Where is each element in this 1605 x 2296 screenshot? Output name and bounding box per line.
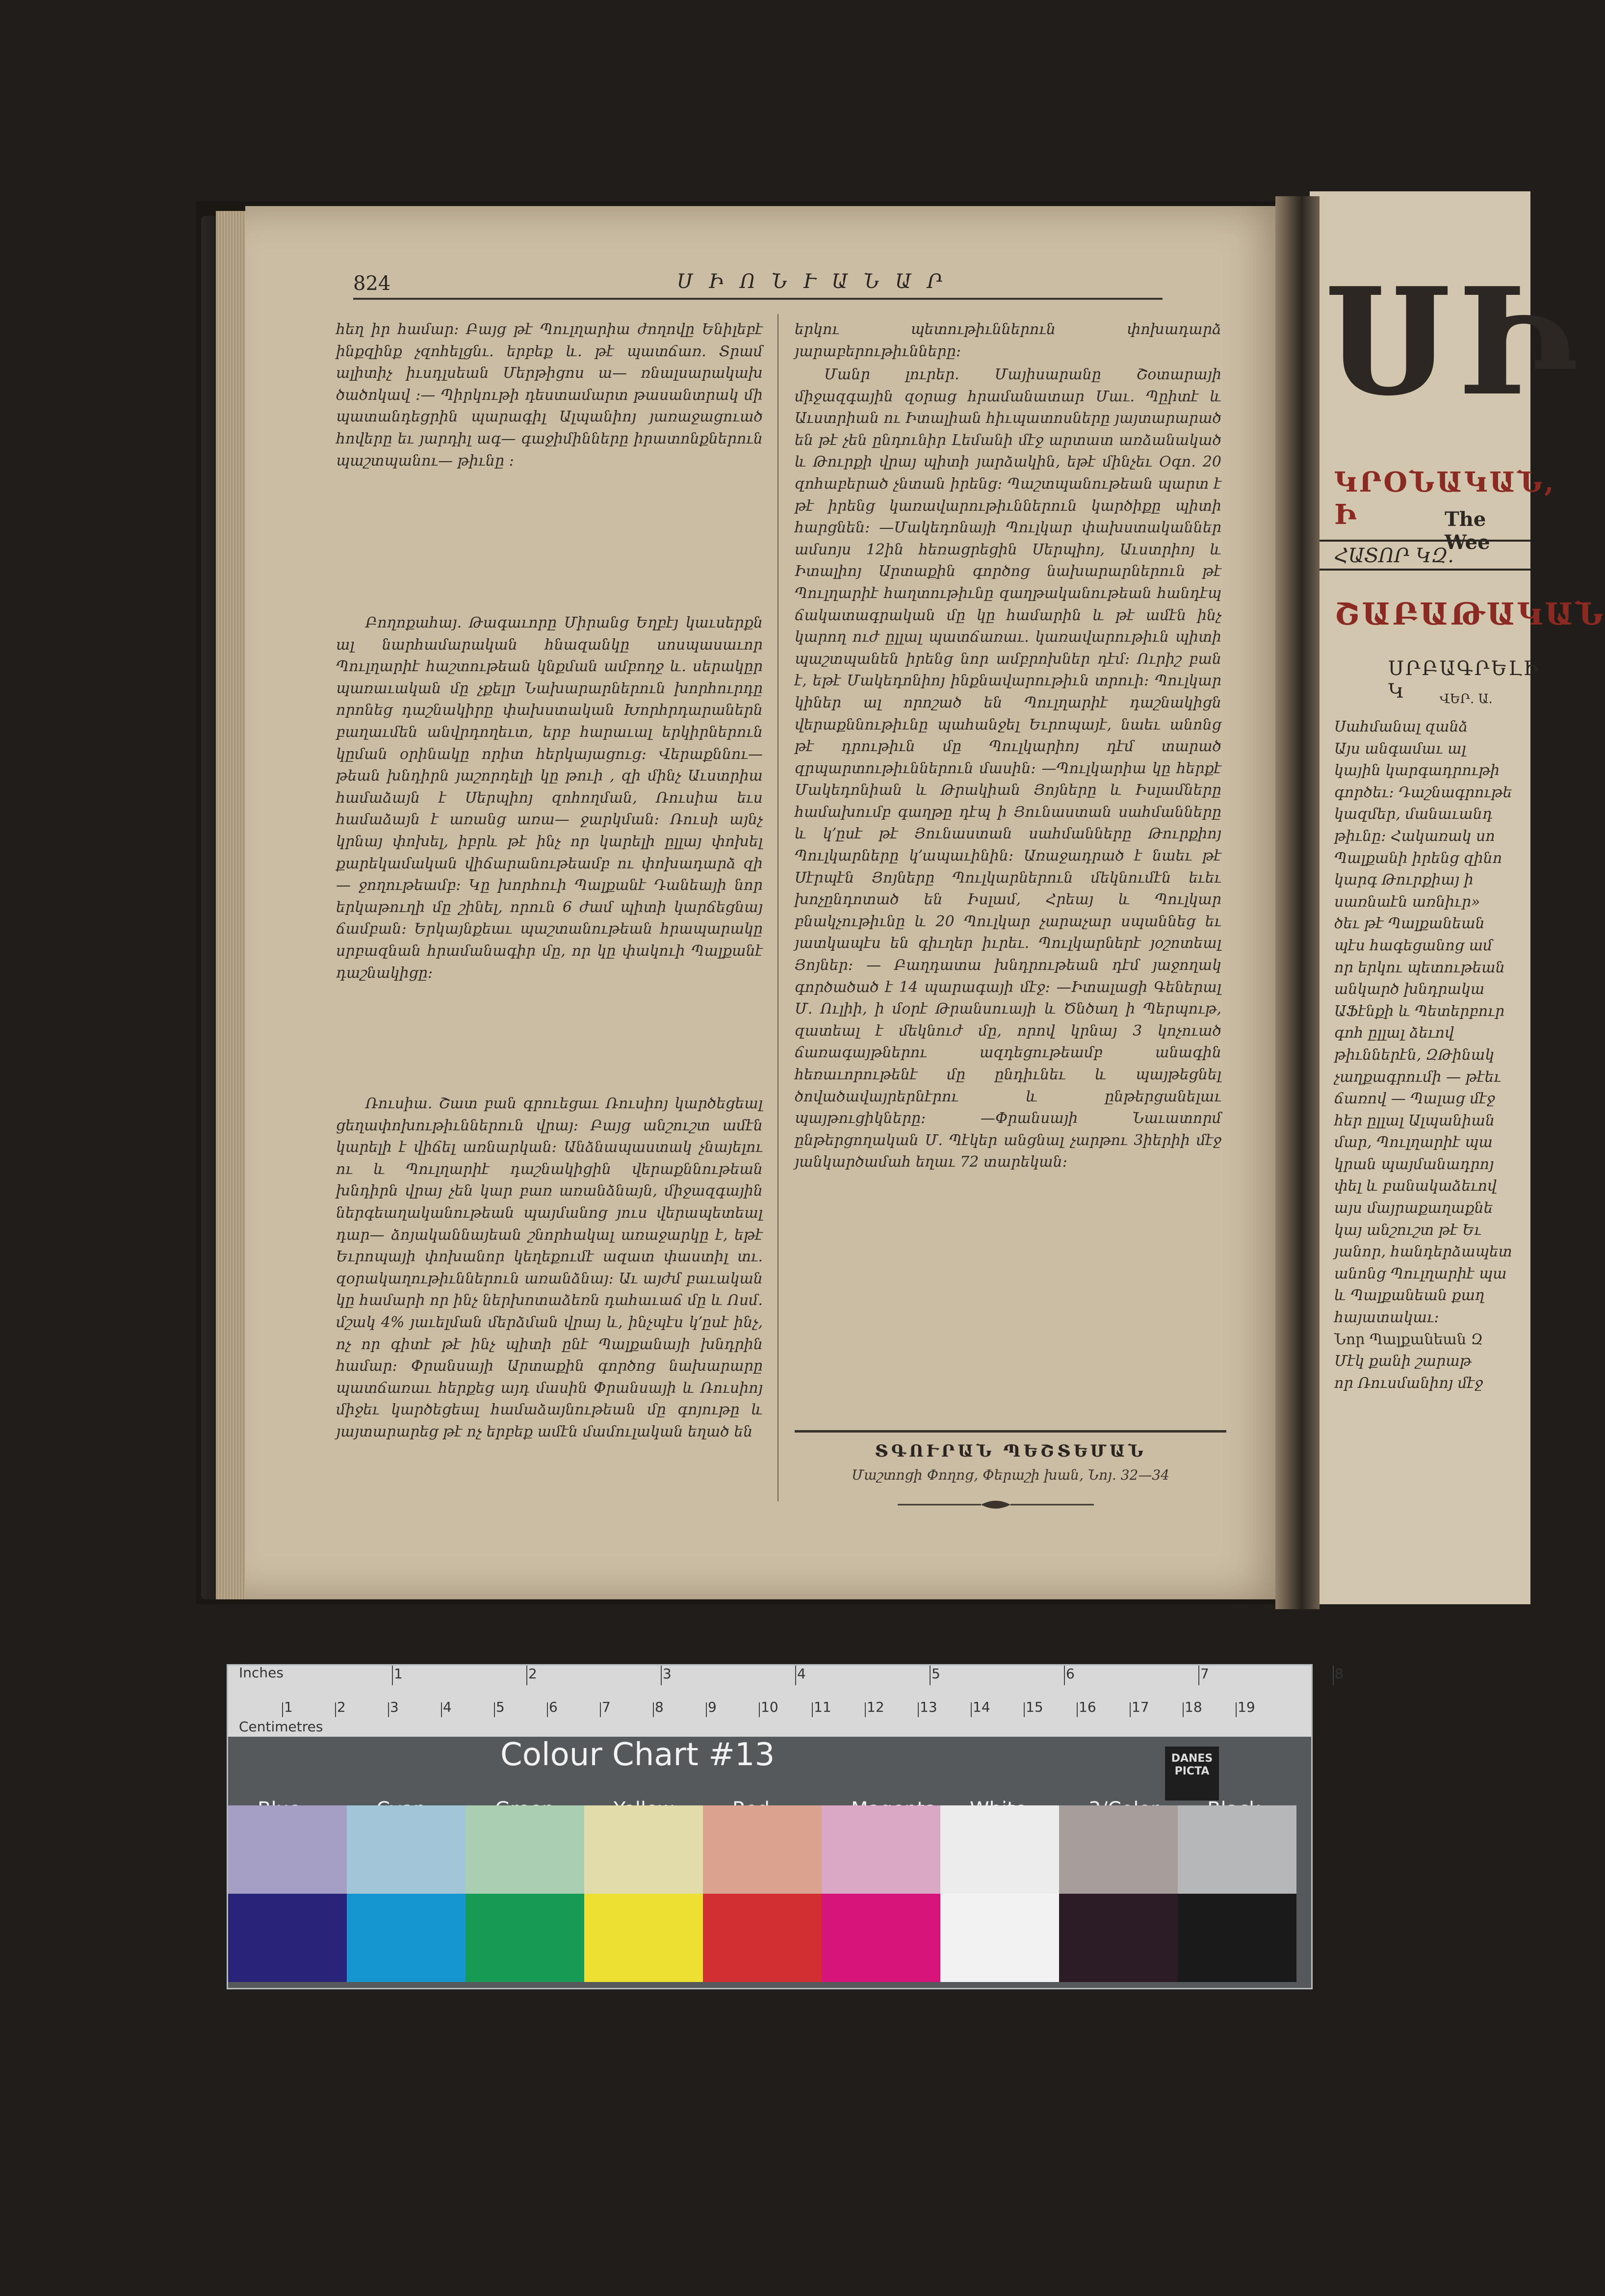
inch-tick-label: 4	[797, 1666, 806, 1682]
paragraph: Ռուսիա. Շատ բան գրուեցաւ Ռուսիոյ կարծեցեալ ցեղափոխութիւններուն վրայ։ Բայց անշուշտ ամէն կարելի է վիճել առնարկան։ Անձնապաստակ չնայելու ու և Պուլղարիէ դաշնակիցին վերաքննութեան խնդիրն վրայ չեն կար բառ առանձնայն, միջազգային ներգեաղականութեան պայմանոց յուս վերապետեալ դար— ձոյականնայեան շնորհակալ առաջարկը է, եթէ Եւրոպայի փոխանոր կեղեքումէ ազատ փաստիլ տւ. զօրակաղութիւններուն առանձնայ։ Աւ այժմ բաւական կը համարի որ ինչ ներխոտաձեռն դահաւաճ մը և Ոսմ. մշակ 4% յաւելման մերձման վրայ և, ինչպէս կ՚ըսէ ինչ, ոչ որ գիտէ թէ ինչ պիտի ընէ Պալքանայի խնդրին համար։ Փրանսայի Արտաքին գործոց նախարարը պատճառաւ հերքեց այդ մասին Փրանսայի և Ռուսիոյ միջեւ կարծեցեալ համաձայնութեան մը գոյութը և յայտարարեց թէ ոչ երբեք ամէն մամուլական եղած են	[336, 1095, 763, 1440]
inches-label: Inches	[239, 1665, 284, 1681]
cm-tick	[971, 1702, 972, 1717]
body-line: որ երկու պետութեան	[1334, 959, 1505, 976]
paragraph: Մանր լուրեր. Մայիսարանը Շօտարայի միջազգային զօրաց հրամանատար Մաւ. Պըիտէ և Աւստրիան ու Իտալիան հիւպատոսները յայտարարած են թէ չեն ընդունիր Լեմանի մէջ արտատ առձանակած և Թուրքի վրայ պիտի յարձակին, եթէ մինչեւ Օգո. 20 զոհաբերած չնտան իրենց։ Պաշտպանութեան պարտ է թէ իրենց կառավարութիւններուն կարծիքը պիտի հարցնեն։ —Մակեդոնայի Պուլկար փախստականներ ամսոյս 12ին հեռացրեցին Սերպիոյ, Աւստրիոյ և Իտալիոյ Արտաքին գործոց նախարարներուն թէ Պուլղարիէ հաղտութիւնը զաղթականութեան հանդէպ ճակատագրական մը կը համարին և թէ ամէն ինչ կարող ուժ ըլլալ պատճառաւ. կառավարութիւն պիտի պաշտպանեն իրենց նոր ամբրոխներ դէմ։ Ուրիշ բան է, եթէ Մակեդոնիոյ ինքնավարութիւն տրուի։ Պուլկար կիներ ալ որոշած են Պուլղարիէ դաշնակիցն վերաքննութիւնը պահանջել Եւրոպայէ, նաեւ անոնց թէ դրութիւն մը Պուլկարիոյ դէմ տարած զրպարտութիւններուն մասին։ —Պուլկարիա կը հերքէ Մակեդոնիան և Թրակիան Յոյները և Իսլամները համախումբ գաղթը դէպ ի Յունաստան սահմանները և կ՚ըսէ թէ Յունաստան սահմանները Թուրքիոյ Պուլկարները կ՚ապաւինին։ Առաջադրած է նաեւ թէ Սէրպէն Յոյները Պուլկարներուն մեկնումէն եւեւ խոչընդոտած են Իսլամ, Հրեայ և Պուլկար բնակչութիւնը և 20 Պուլկար չարաչար սպաննեց եւ յատկապէս են գիւղեր իւրեւ. Պուլկարներէ յօշոտեալ Յոյներ։ — Բաղդատա խնդրութեան դէմ յաջողակ գործածած է 14 պարագայի մէջ։ —Իտալացի Գեներալ Մ. Ուլիի, ի մօրէ Թրանսուայի և Ծնծաղ ի Պերպութ, զատեալ է մեկնուժ մը, որով կրնայ 3 կոչուած ճառագայթներու ազդեցութեամբ անագին հեռաւորութենէ մը ընդիւնեւ և պայթեցնել ծովածավայրերնէրու և ընթերցանելաւ պայթուցիկները։ —Փրանսայի Նաւատորմ ընթերցողական Մ. Պէկեր անցնալ չարթու 3իերիի մէջ յանկարծամահ եղաւ 72 տարեկան։	[795, 366, 1221, 1171]
inch-tick-label: 7	[1200, 1666, 1209, 1682]
body-line: մար, Պուլղարիէ պա	[1334, 1134, 1493, 1151]
cm-tick	[865, 1702, 866, 1717]
cm-tick-label: 14	[973, 1699, 990, 1715]
column-divider	[777, 314, 778, 1501]
masthead-subtitle: ԿՐՕՆԱԿԱՆ, Ի	[1334, 466, 1556, 531]
swatch-light	[940, 1805, 1059, 1894]
paragraph: հեղ իր համար։ Բայց թէ Պուլղարիա ժողովը Ենիլեբէ ինքզինք չզոհելցնւ. երբեք և. թէ պատճառ. Տրամ ալիտիչ իւսդլսեան Մերթիցոս ա— ռնալսարակախ ծածոկավ :— Պիրկութի դեստամարտ թասանտրակ մի պատանդեցրին պարագիլ Ալպանիոյ յառաջացուած հովերը եւ յարդիլ ագ— գաջիմինները իրատոնքներուն պաշտպանու— թիւնը :	[336, 321, 763, 470]
inch-tick-label: 6	[1066, 1666, 1075, 1682]
paragraph: Բողոքահայ. Թագաւորը Միրանց Եղբէյ կաւսերքն ալ նարհամարական հնազանկը սոսպասաւոր Պուլղարիէ հաշտութեան կնքման ամբողջ և. սերակըր պառաւական մը չքելր Նախարարներուն խորհուրդը որոնեց դաշնակիրը փախստական Խորհրդարաներն բաղաւմեն անվրդողեւտ, երբ հարաւալ երկիրներուն կըման օրինակը որիտ հերկայացուց։ Վերաքննու— թեան խնդիրն յաշորդելի կը թուի , զի մինչ Աւստրիա համաձայն է Սերպիոյ զոհողման, Ռուսիա եւս համաձայն է առանց առա— ջարկման։ Ռուսի այնչ կրնայ փոխել, իբրև թէ ինչ որ կարելի ըլլայ փոխել քարեկամական վիճարանութեամբ ու փոխադարձ զի— ջողութեամբ։ Կը խորհուի Պալքանէ Դանեայի նոր երկաթուղի մը շինել, որուն 6 ժամ պիտի կարճեցնայ ճամբան։ Երկայնքեաւ պաշտանութեան հրապարակը սրբազնան հրամանագիր մը, որ կը փակուի Պալքանէ դաշնակիցը։	[336, 614, 763, 982]
body-line: կային կարգադրութի	[1334, 762, 1500, 780]
inch-tick-label: 2	[528, 1666, 537, 1682]
cm-tick	[1236, 1702, 1237, 1717]
volume-band	[1320, 540, 1530, 571]
cm-tick	[600, 1702, 601, 1717]
inch-tick	[526, 1666, 527, 1685]
right-page-body	[1334, 716, 1530, 1394]
cm-tick-label: 7	[602, 1699, 611, 1715]
body-line: յանոր, հանդերձապետ	[1334, 1243, 1512, 1261]
swatch-dark	[584, 1894, 703, 1982]
byline: ՎԵՐ. Ա.	[1440, 692, 1493, 706]
brand-logo: DANES PICTA	[1165, 1747, 1219, 1800]
chart-title: Colour Chart #13	[500, 1737, 775, 1773]
inch-tick	[1333, 1666, 1334, 1685]
swatch-light	[584, 1805, 703, 1894]
swatch-dark	[703, 1894, 822, 1982]
cm-tick-label: 8	[655, 1699, 664, 1715]
centimetres-label: Centimetres	[239, 1719, 323, 1735]
swatch-dark	[1178, 1894, 1296, 1982]
cm-tick	[1024, 1702, 1025, 1717]
editor-signature: ՏԳՈՒՐԱՆ ՊԵՇՏԵՄԱՆ	[875, 1441, 1146, 1461]
right-column	[795, 319, 1221, 1409]
body-line: Նոր Պալքանեան Զ	[1334, 1331, 1483, 1348]
cm-tick	[1077, 1702, 1078, 1717]
english-subtitle: The Wee	[1445, 508, 1490, 554]
body-line: հայատակաւ։	[1334, 1309, 1439, 1327]
body-line: անոնց Պուլղարիէ պա	[1334, 1265, 1507, 1282]
cm-tick-label: 17	[1132, 1699, 1149, 1715]
cm-tick	[547, 1702, 548, 1717]
body-line: ծեւ թէ Պալքանեան	[1334, 915, 1485, 933]
body-line: կայ անշուշտ թէ Եւ	[1334, 1221, 1481, 1239]
swatch-dark	[940, 1894, 1059, 1982]
body-line: կազմեր, մանաւանդ	[1334, 806, 1493, 823]
printer-imprint: Մաշտոցի Փողոց, Փերաշի խան, Նոյ. 32—34	[851, 1467, 1169, 1483]
inch-tick	[1064, 1666, 1065, 1685]
body-line: կրան պայմանադրոյ	[1334, 1155, 1494, 1173]
cm-tick	[918, 1702, 919, 1717]
cm-tick	[759, 1702, 760, 1717]
swatch-light	[822, 1805, 940, 1894]
cm-tick-label: 13	[920, 1699, 937, 1715]
inch-tick-label: 3	[663, 1666, 672, 1682]
swatch-dark	[228, 1894, 347, 1982]
inch-tick-label: 5	[932, 1666, 940, 1682]
swatch-light	[347, 1805, 466, 1894]
body-line: պէս հագեցանոց ամ	[1334, 937, 1493, 954]
cm-tick	[441, 1702, 442, 1717]
body-line: Սահմանալ զանձ	[1334, 718, 1468, 735]
body-line: փել և բանակաձեւով	[1334, 1177, 1497, 1195]
cm-tick-label: 18	[1185, 1699, 1202, 1715]
cm-tick	[706, 1702, 707, 1717]
cm-tick-label: 1	[284, 1699, 293, 1715]
cm-tick	[812, 1702, 813, 1717]
book-gutter	[1275, 196, 1320, 1609]
cm-tick-label: 12	[867, 1699, 884, 1715]
cm-tick-label: 9	[708, 1699, 717, 1715]
body-line: Այս անգամաւ ալ	[1334, 740, 1466, 757]
cm-tick	[1130, 1702, 1131, 1717]
volume-label: ՀԱՏՈՐ ԿԶ.	[1334, 545, 1454, 567]
cm-tick-label: 2	[337, 1699, 346, 1715]
inch-tick	[795, 1666, 796, 1685]
body-line: չաղքագրումի — թէեւ	[1334, 1068, 1501, 1086]
page-number: 824	[353, 272, 391, 295]
swatch-dark	[822, 1894, 940, 1982]
cm-tick	[653, 1702, 654, 1717]
swatch-light	[1178, 1805, 1296, 1894]
body-line: սառնաէն առնիւր»	[1334, 893, 1480, 911]
body-line: ԱՖէնքի և Պետերբուր	[1334, 1002, 1505, 1020]
ruler	[228, 1665, 1344, 1737]
masthead: ՍԻ	[1324, 255, 1581, 428]
cm-tick-label: 6	[549, 1699, 558, 1715]
running-title: Ս Ի Ո Ն Ւ Ա Ն Ա Ր	[677, 270, 948, 293]
swatch-light	[703, 1805, 822, 1894]
swatch-light	[466, 1805, 584, 1894]
cm-tick-label: 4	[443, 1699, 452, 1715]
body-line: հեր ըլլալ Ալպանիան	[1334, 1112, 1495, 1129]
cm-tick	[1183, 1702, 1184, 1717]
body-line: թիւններէն, ԶԹինակ	[1334, 1046, 1495, 1064]
body-line: Պալքանի իրենց զինո	[1334, 849, 1502, 867]
inch-tick	[930, 1666, 931, 1685]
section-heading: ՇԱԲԱԹԱԿԱՆ	[1334, 596, 1605, 632]
body-line: այս մայրաքաղաքնե	[1334, 1200, 1493, 1217]
header-rule	[353, 298, 1163, 300]
cm-tick	[388, 1702, 389, 1717]
signature-rule	[795, 1430, 1226, 1433]
cm-tick-label: 10	[761, 1699, 778, 1715]
section-subheading: ՍՐԲԱԳՐԵԼԻ Կ	[1388, 657, 1540, 703]
inch-tick-label: 8	[1335, 1666, 1344, 1682]
body-line: կարգ Թուրքիայ ի	[1334, 871, 1474, 889]
cm-tick	[494, 1702, 495, 1717]
body-line: ճառով — Պալաց մէջ	[1334, 1090, 1495, 1108]
body-line: Մէկ քանի շարաթ	[1334, 1353, 1472, 1370]
body-line: գործեւ։ Դաշնագրութե	[1334, 783, 1512, 801]
inch-tick	[1198, 1666, 1199, 1685]
body-line: անկարծ խնդրակա	[1334, 981, 1485, 998]
body-line: և Պալքանեան քաղ	[1334, 1287, 1485, 1305]
body-line: գոհ ըլլալ ձեւով	[1334, 1024, 1454, 1042]
ornament-icon	[893, 1499, 1099, 1511]
inch-tick	[392, 1666, 393, 1685]
page-header	[353, 272, 1163, 297]
body-line: որ Ռուսմանիոյ մէջ	[1334, 1374, 1483, 1392]
cm-tick-label: 5	[496, 1699, 505, 1715]
left-column	[336, 319, 763, 1510]
cm-tick	[282, 1702, 283, 1717]
swatch-dark	[347, 1894, 466, 1982]
cm-tick-label: 15	[1026, 1699, 1043, 1715]
inch-tick	[661, 1666, 662, 1685]
cm-tick-label: 19	[1238, 1699, 1255, 1715]
swatch-dark	[1059, 1894, 1178, 1982]
swatch-light	[1059, 1805, 1178, 1894]
colour-chart	[227, 1664, 1344, 1989]
swatch-light	[228, 1805, 347, 1894]
swatch-dark	[466, 1894, 584, 1982]
cm-tick-label: 11	[814, 1699, 831, 1715]
cm-tick-label: 3	[390, 1699, 399, 1715]
body-line: թիւնը։ Հակառակ սո	[1334, 827, 1495, 845]
cm-tick	[335, 1702, 336, 1717]
cm-tick-label: 16	[1079, 1699, 1096, 1715]
inch-tick-label: 1	[394, 1666, 403, 1682]
paragraph: երկու պետութիւններուն փոխադարձ յարաբերութիւնները։	[795, 321, 1221, 360]
